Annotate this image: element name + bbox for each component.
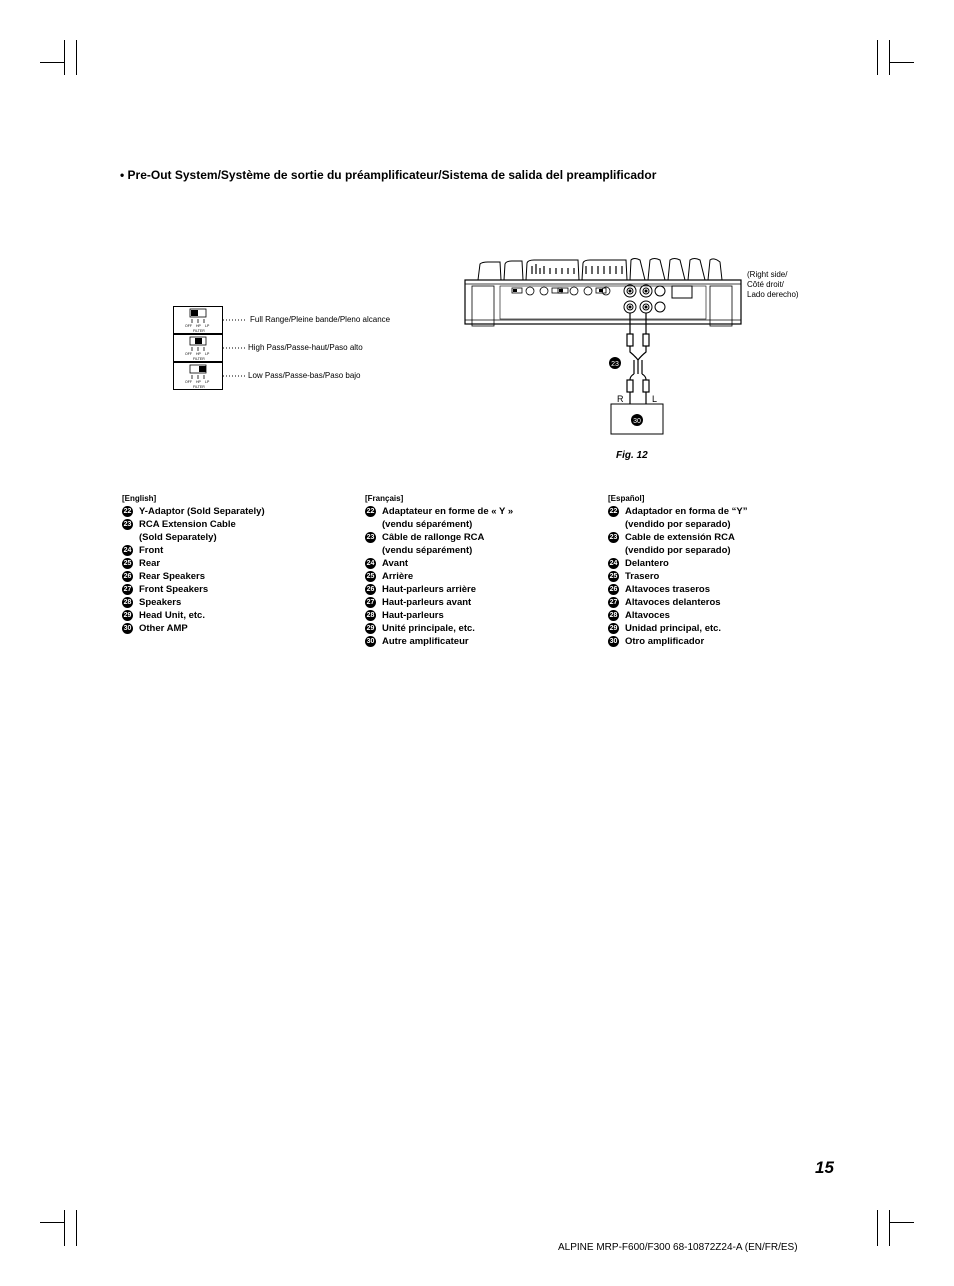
legend-item (122, 583, 352, 596)
label-high-pass: High Pass/Passe-haut/Paso alto (248, 343, 363, 352)
amplifier-diagram (460, 252, 746, 436)
legend-item-text: Speakers (139, 597, 182, 608)
crop-mark-top-left-h (40, 62, 64, 63)
legend-item (608, 596, 838, 609)
legend-number-badge: 30 (609, 638, 618, 645)
legend-number-badge: 29 (366, 625, 375, 632)
legend-language: [Français] (365, 494, 404, 503)
legend-item (608, 622, 838, 635)
legend-english (122, 494, 352, 635)
legend-item (608, 570, 838, 583)
legend-number-badge: 28 (366, 612, 375, 619)
figure-caption: Fig. 12 (616, 450, 648, 461)
legend-item-text: Head Unit, etc. (139, 610, 205, 621)
legend-item-text: Arrière (382, 571, 414, 582)
legend-item-text: Autre amplificateur (382, 636, 469, 647)
legend-spanish (608, 494, 838, 648)
filter-switch-full-range (173, 306, 223, 334)
legend-item (122, 518, 352, 544)
switch-label-lp: LP (205, 352, 210, 356)
switch-caption: FILTER (193, 329, 205, 333)
legend-number-badge: 23 (609, 534, 618, 541)
page-number: 15 (815, 1158, 834, 1177)
legend-number-badge: 25 (366, 573, 375, 580)
switch-label-off: OFF (185, 352, 192, 356)
legend-number-badge: 26 (366, 586, 375, 593)
legend-french (365, 494, 595, 648)
legend-item-text: Adaptateur en forme de « Y » (vendu séparément) (382, 506, 514, 530)
switch-label-lp: LP (205, 324, 210, 328)
legend-item (365, 557, 595, 570)
legend-number-badge: 27 (609, 599, 618, 606)
legend-item (122, 609, 352, 622)
legend-item (122, 505, 352, 518)
switch-icon (174, 307, 222, 333)
legend-item (365, 531, 595, 557)
legend-number-badge: 25 (123, 560, 132, 567)
label-r: R (617, 394, 624, 404)
callout-amp: 30 (633, 418, 641, 425)
legend-number-badge: 25 (609, 573, 618, 580)
legend-language: [English] (122, 494, 157, 503)
legend-item (365, 596, 595, 609)
legend-item-text: Rear Speakers (139, 571, 206, 582)
filter-switch-low-pass (173, 362, 223, 390)
legend-item-text: Front (139, 545, 164, 556)
leader-lines (223, 315, 249, 380)
legend-item (365, 635, 595, 648)
switch-icon (174, 363, 222, 389)
legend-number-badge: 27 (123, 586, 132, 593)
switch-label-off: OFF (185, 324, 192, 328)
legend-item (365, 609, 595, 622)
switch-label-hp: HP (196, 380, 201, 384)
legend-item (365, 583, 595, 596)
legend-item-text: Cable de extensión RCA (vendido por separado) (625, 532, 735, 556)
legend-item-text: Altavoces traseros (625, 584, 711, 595)
legend-item-text: Delantero (625, 558, 669, 569)
section-heading: • Pre-Out System/Système de sortie du préamplificateur/Sistema de salida del preamplificador (120, 168, 657, 182)
legend-item (608, 635, 838, 648)
switch-caption: FILTER (193, 385, 205, 389)
legend-number-badge: 24 (366, 560, 375, 567)
legend-item-text: Otro amplificador (625, 636, 705, 647)
legend-item-text: Y-Adaptor (Sold Separately) (139, 506, 265, 517)
right-side-note (747, 270, 799, 300)
legend-item-text: Rear (139, 558, 161, 569)
crop-mark-top-left-v1 (64, 40, 65, 75)
legend-item-text: RCA Extension Cable (Sold Separately) (139, 519, 236, 543)
legend-item-text: Haut-parleurs avant (382, 597, 472, 608)
legend-language: [Español] (608, 494, 645, 503)
legend-item-text: Other AMP (139, 623, 188, 634)
legend-number-badge: 23 (366, 534, 375, 541)
legend-item-text: Câble de rallonge RCA (vendu séparément) (382, 532, 485, 556)
legend-item-text: Front Speakers (139, 584, 209, 595)
crop-mark-top-left-v2 (76, 40, 77, 75)
legend-item-text: Haut-parleurs (382, 610, 444, 621)
crop-mark-bottom-right-v1 (877, 1210, 878, 1246)
crop-mark-top-right-v1 (877, 40, 878, 75)
crop-mark-bottom-left-v2 (76, 1210, 77, 1246)
legend-number-badge: 22 (123, 508, 132, 515)
legend-item (365, 622, 595, 635)
crop-mark-top-right-h (890, 62, 914, 63)
legend-item (608, 505, 838, 531)
crop-mark-top-right-v2 (889, 40, 890, 75)
label-low-pass: Low Pass/Passe-bas/Paso bajo (248, 371, 361, 380)
crop-mark-bottom-right-h (890, 1222, 914, 1223)
callout-cable: 23 (611, 361, 619, 368)
switch-label-hp: HP (196, 324, 201, 328)
legend-number-badge: 29 (123, 612, 132, 619)
legend-item-text: Unidad principal, etc. (625, 623, 722, 634)
legend-number-badge: 22 (366, 508, 375, 515)
legend-item (122, 557, 352, 570)
legend-number-badge: 24 (609, 560, 618, 567)
legend-item (122, 570, 352, 583)
legend-item (365, 505, 595, 531)
legend-item (122, 622, 352, 635)
legend-number-badge: 23 (123, 521, 132, 528)
legend-item-text: Altavoces (625, 610, 670, 621)
label-full-range: Full Range/Pleine bande/Pleno alcance (250, 315, 391, 324)
switch-label-lp: LP (205, 380, 210, 384)
switch-caption: FILTER (193, 357, 205, 361)
legend-number-badge: 26 (123, 573, 132, 580)
legend-item (608, 557, 838, 570)
legend-item-text: Avant (382, 558, 409, 569)
legend-item-text: Trasero (625, 571, 660, 582)
filter-switch-high-pass (173, 334, 223, 362)
legend-number-badge: 30 (123, 625, 132, 632)
legend-number-badge: 30 (366, 638, 375, 645)
legend-item (122, 596, 352, 609)
legend-item (608, 531, 838, 557)
legend-item (608, 583, 838, 596)
legend-item-text: Adaptador en forma de “Y” (vendido por separado) (625, 506, 748, 530)
legend-number-badge: 22 (609, 508, 618, 515)
legend-number-badge: 29 (609, 625, 618, 632)
legend-number-badge: 26 (609, 586, 618, 593)
legend-item (122, 544, 352, 557)
switch-icon (174, 335, 222, 361)
label-l: L (652, 394, 658, 404)
crop-mark-bottom-left-v1 (64, 1210, 65, 1246)
switch-label-off: OFF (185, 380, 192, 384)
legend-item-text: Haut-parleurs arrière (382, 584, 476, 595)
legend-item-text: Altavoces delanteros (625, 597, 721, 608)
crop-mark-bottom-right-v2 (889, 1210, 890, 1246)
legend-item (608, 609, 838, 622)
legend-number-badge: 27 (366, 599, 375, 606)
footer-text: ALPINE MRP-F600/F300 68-10872Z24-A (EN/FR/ES) (558, 1242, 798, 1253)
switch-label-hp: HP (196, 352, 201, 356)
legend-number-badge: 28 (609, 612, 618, 619)
legend-number-badge: 28 (123, 599, 132, 606)
legend-number-badge: 24 (123, 547, 132, 554)
legend-item-text: Unité principale, etc. (382, 623, 475, 634)
right-side-note-text: (Right side/ Côté droit/ Lado derecho) (747, 270, 799, 299)
crop-mark-bottom-left-h (40, 1222, 64, 1223)
legend-item (365, 570, 595, 583)
